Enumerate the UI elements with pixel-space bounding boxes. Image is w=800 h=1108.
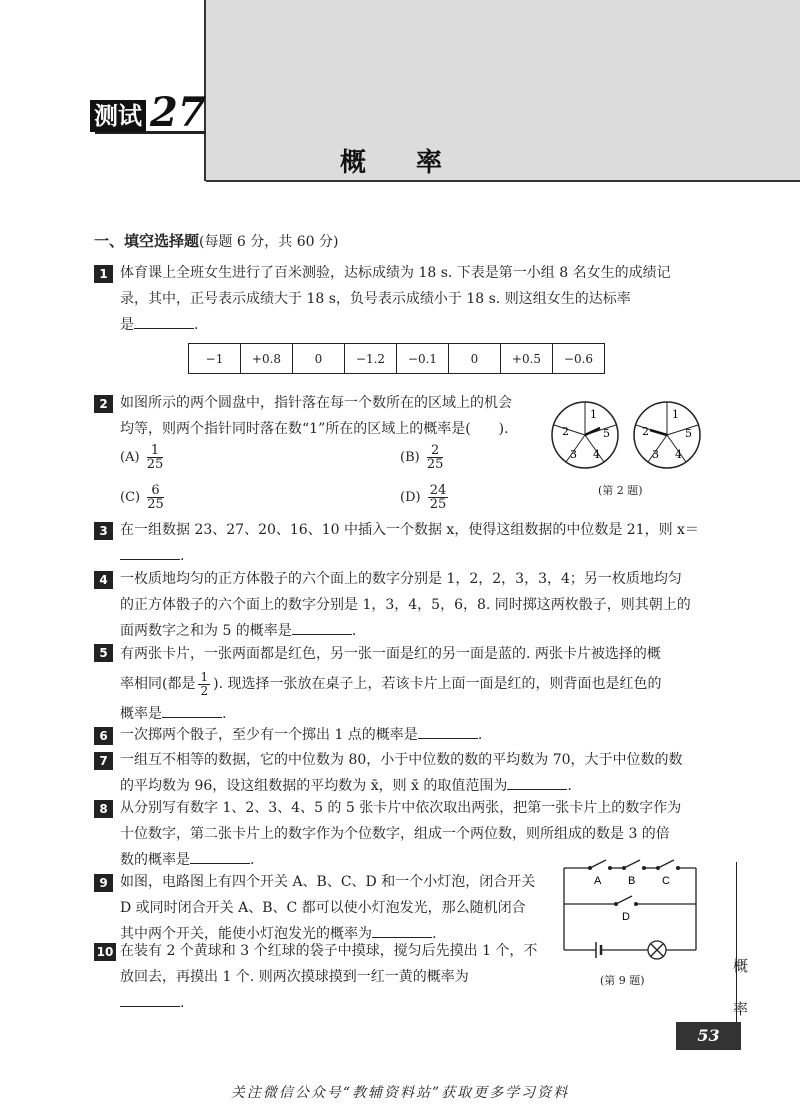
- question-line: 的平均数为 96，设这组数据的平均数为 x̄，则 x̄ 的取值范围为 .: [120, 773, 683, 799]
- question-line: 率相同(都是 $\frac{1}{2}$ ). 现选择一张放在桌子上，若该卡片上面一面是红的，则背面也是红色的: [120, 669, 662, 698]
- question-line: 数的概率是 .: [120, 847, 681, 873]
- test-label: 测试: [90, 100, 146, 132]
- section-title-text: 一、填空选择题: [94, 232, 200, 250]
- side-tab-char: 率: [733, 1000, 749, 1018]
- score-table: [188, 343, 605, 374]
- question-line: D 或同时闭合开关 A、B、C 都可以使小灯泡发光，那么随机闭合: [120, 900, 526, 916]
- question-line: 如图所示的两个圆盘中，指针落在每一个数所在的区域上的机会: [120, 395, 512, 411]
- question-2: [120, 390, 512, 442]
- question-10: [120, 938, 537, 1016]
- disk-number: 2: [642, 425, 649, 438]
- question-line: 十位数字，第二张卡片上的数字作为个位数字，组成一个两位数，则所组成的数是 3 的倍: [120, 826, 670, 842]
- question-number: 4: [94, 571, 113, 589]
- answer-blank[interactable]: [292, 618, 352, 635]
- question-line: 在一组数据 23、27、20、16、10 中插入一个数据 x，使得这组数据的中位数是 21，则 x＝: [120, 522, 699, 538]
- footer-note: 关注微信公众号“教辅资料站”获取更多学习资料: [230, 1085, 570, 1101]
- table-cell: 0: [293, 344, 345, 374]
- spinner-figure: [548, 398, 708, 472]
- answer-blank[interactable]: [134, 312, 194, 329]
- option-a[interactable]: (A) $\frac{1}{25}$: [120, 443, 164, 472]
- question-number: 7: [94, 752, 113, 770]
- table-row: [189, 344, 605, 374]
- disk-number: 4: [593, 448, 600, 461]
- question-line: 如图，电路图上有四个开关 A、B、C、D 和一个小灯泡，闭合开关: [120, 874, 536, 890]
- switch-label: D: [622, 911, 630, 923]
- question-7: [120, 747, 683, 799]
- table-cell: −1.2: [345, 344, 397, 374]
- question-number: 9: [94, 874, 113, 892]
- table-cell: +0.5: [501, 344, 553, 374]
- header-band: [204, 0, 800, 180]
- circuit-diagram: [560, 858, 700, 970]
- question-line: 其中两个开关，能使小灯泡发光的概率为 .: [120, 921, 535, 947]
- question-number: 6: [94, 727, 113, 745]
- option-c[interactable]: (C) $\frac{6}{25}$: [120, 483, 164, 512]
- test-number: 27: [150, 89, 206, 136]
- disk-number: 5: [685, 427, 692, 440]
- question-number: 5: [94, 644, 113, 662]
- question-line: .: [120, 543, 699, 569]
- spinner-disk-right: [634, 402, 700, 468]
- spinner-disk-left: [552, 402, 618, 468]
- question-line: 在装有 2 个黄球和 3 个红球的袋子中摸球，搅匀后先摸出 1 个，不: [120, 943, 538, 959]
- disk-number: 1: [590, 408, 597, 421]
- question-line: 体育课上全班女生进行了百米测验，达标成绩为 18 s. 下表是第一小组 8 名女生的成绩记: [120, 265, 671, 281]
- figure-caption: (第 9 题): [600, 974, 645, 987]
- table-cell: −0.6: [553, 344, 605, 374]
- question-5: [120, 639, 661, 729]
- answer-blank[interactable]: [507, 773, 567, 790]
- question-6: [120, 722, 482, 748]
- question-3: [120, 517, 699, 569]
- disk-number: 3: [570, 448, 577, 461]
- question-line: 一枚质地均匀的正方体骰子的六个面上的数字分别是 1，2，2，3，3，4；另一枚质地均匀: [120, 571, 682, 587]
- switch-label: C: [662, 875, 670, 887]
- page-number: 53: [676, 1022, 741, 1050]
- answer-blank[interactable]: [162, 701, 222, 718]
- option-b[interactable]: (B) $\frac{2}{25}$: [400, 443, 444, 472]
- question-line: 面两数字之和为 5 的概率是 .: [120, 618, 691, 644]
- question-4: [120, 566, 691, 644]
- page-title: 概率: [340, 148, 493, 178]
- question-line: 的正方体骰子的六个面上的数字分别是 1，3，4，5，6，8. 同时掷这两枚骰子，则其朝上的: [120, 597, 691, 613]
- table-cell: −0.1: [397, 344, 449, 374]
- question-line: 概率是 .: [120, 699, 661, 729]
- question-line: 从分别写有数字 1、2、3、4、5 的 5 张卡片中依次取出两张，把第一张卡片上的数字作为: [120, 800, 682, 816]
- figure-caption: (第 2 题): [598, 484, 643, 497]
- question-number: 1: [94, 265, 113, 283]
- answer-blank[interactable]: [120, 543, 180, 560]
- disk-number: 3: [652, 448, 659, 461]
- question-line: 一次掷两个骰子，至少有一个掷出 1 点的概率是 .: [120, 722, 482, 748]
- question-9: [120, 869, 535, 947]
- question-1: [120, 260, 671, 338]
- answer-blank[interactable]: [120, 990, 180, 1007]
- answer-blank[interactable]: [372, 921, 432, 938]
- question-number: 8: [94, 800, 113, 818]
- question-line: 录，其中，正号表示成绩大于 18 s，负号表示成绩小于 18 s. 则这组女生的达标率: [120, 291, 631, 307]
- question-line: 均等，则两个指针同时落在数“1”所在的区域上的概率是( ).: [120, 421, 509, 437]
- header-divider: [206, 180, 800, 182]
- question-line: .: [120, 990, 537, 1016]
- disk-number: 2: [562, 425, 569, 438]
- disk-number: 4: [675, 448, 682, 461]
- section-note: (每题 6 分，共 60 分): [199, 234, 339, 250]
- side-tab-char: 概: [733, 957, 749, 975]
- table-cell: 0: [449, 344, 501, 374]
- question-line: 有两张卡片，一张两面都是红色，另一张一面是红的另一面是蓝的. 两张卡片被选择的概: [120, 646, 661, 662]
- section-title: [94, 230, 338, 251]
- question-line: 是 .: [120, 312, 671, 338]
- disk-number: 1: [672, 408, 679, 421]
- answer-blank[interactable]: [418, 722, 478, 739]
- table-cell: −1: [189, 344, 241, 374]
- switch-label: A: [594, 875, 602, 887]
- disk-number: 5: [603, 427, 610, 440]
- question-line: 放回去，再摸出 1 个. 则两次摸球摸到一红一黄的概率为: [120, 969, 469, 985]
- question-line: 一组互不相等的数据，它的中位数为 80，小于中位数的数的平均数为 70，大于中位数的数: [120, 752, 683, 768]
- question-number: 10: [94, 943, 116, 961]
- switch-label: B: [628, 875, 636, 887]
- table-cell: +0.8: [241, 344, 293, 374]
- question-number: 3: [94, 522, 113, 540]
- option-d[interactable]: (D) $\frac{24}{25}$: [400, 483, 447, 512]
- answer-blank[interactable]: [190, 847, 250, 864]
- question-number: 2: [94, 395, 113, 413]
